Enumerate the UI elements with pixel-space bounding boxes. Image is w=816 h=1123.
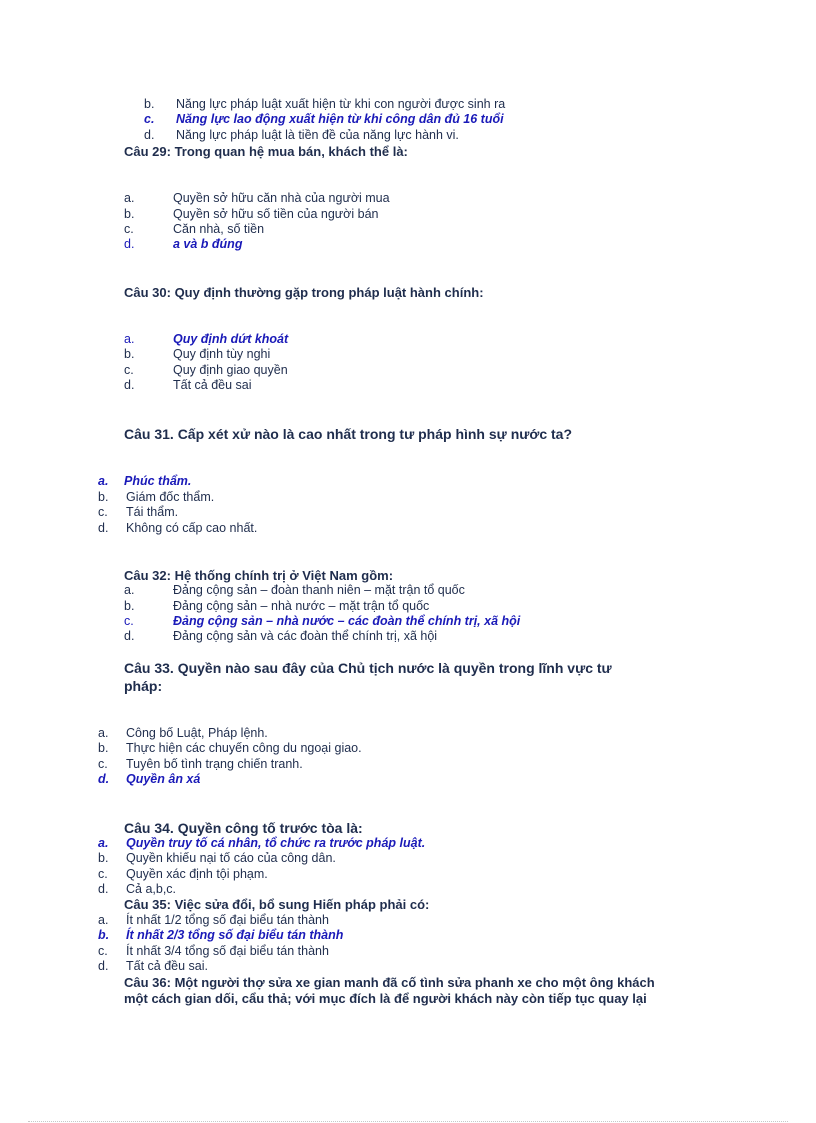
option-text: Quy định tùy nghi (173, 347, 271, 361)
option-label-answer: c. (124, 614, 134, 628)
option-text: Đảng cộng sản và các đoàn thể chính trị, xã hội (173, 629, 438, 643)
option-text: Năng lực pháp luật là tiền đề của năng lực hành vi. (176, 128, 459, 142)
option-label: a. (98, 726, 109, 740)
option-text: Quy định giao quyền (173, 363, 288, 377)
option-label: d. (98, 882, 109, 896)
option-text: Quyền sở hữu căn nhà của người mua (173, 191, 390, 205)
question-31-title: Câu 31. Cấp xét xử nào là cao nhất trong tư pháp hình sự nước ta? (124, 426, 573, 442)
option-label-answer: a. (124, 332, 135, 346)
option-text: Ít nhất 3/4 tổng số đại biểu tán thành (126, 944, 329, 958)
option-text-answer: Quyền truy tố cá nhân, tổ chức ra trước pháp luật. (126, 836, 426, 850)
option-text: Công bố Luật, Pháp lệnh. (126, 726, 268, 740)
option-label-answer: d. (98, 772, 110, 786)
question-33-title-line2: pháp: (124, 678, 163, 694)
option-label: c. (98, 867, 108, 881)
option-text: Năng lực pháp luật xuất hiện từ khi con người được sinh ra (176, 97, 506, 111)
question-30-title: Câu 30: Quy định thường gặp trong pháp luật hành chính: (124, 285, 484, 300)
option-text-answer: a và b đúng (173, 237, 243, 251)
option-label: b. (124, 347, 135, 361)
option-label: d. (144, 128, 155, 142)
option-label: b. (98, 851, 109, 865)
page-bottom-rule (28, 1121, 788, 1122)
option-text-answer: Phúc thẩm. (124, 474, 192, 488)
option-label-answer: c. (144, 112, 155, 126)
option-label: a. (98, 913, 109, 927)
option-text: Cả a,b,c. (126, 882, 177, 896)
option-text: Căn nhà, số tiền (173, 222, 265, 236)
option-label: b. (98, 741, 109, 755)
option-text: Quyền sở hữu số tiền của người bán (173, 207, 379, 221)
option-label-answer: d. (124, 237, 135, 251)
option-label: d. (124, 378, 135, 392)
option-text-answer: Năng lực lao động xuất hiện từ khi công dân đủ 16 tuổi (176, 112, 504, 126)
option-label-answer: a. (98, 836, 109, 850)
option-label: b. (144, 97, 155, 111)
option-label: a. (124, 583, 135, 597)
question-34-title: Câu 34. Quyền công tố trước tòa là: (124, 820, 363, 836)
option-text-answer: Đảng cộng sản – nhà nước – các đoàn thể chính trị, xã hội (173, 614, 521, 628)
option-label-answer: b. (98, 928, 110, 942)
option-label: c. (98, 944, 108, 958)
option-label: b. (98, 490, 109, 504)
option-text: Tái thẩm. (126, 505, 179, 519)
option-text-answer: Quy định dứt khoát (173, 332, 289, 346)
option-label: a. (124, 191, 135, 205)
option-label: d. (124, 629, 135, 643)
option-text: Đảng cộng sản – nhà nước – mặt trận tổ quốc (173, 599, 430, 613)
option-text: Quyền xác định tội phạm. (126, 867, 268, 881)
option-text: Tất cả đều sai (173, 378, 252, 392)
question-29-title: Câu 29: Trong quan hệ mua bán, khách thể là: (124, 144, 408, 159)
option-text: Giám đốc thẩm. (126, 490, 215, 504)
option-text: Không có cấp cao nhất. (126, 521, 258, 535)
option-text: Tuyên bố tình trạng chiến tranh. (126, 757, 303, 771)
question-35-title: Câu 35: Việc sửa đổi, bổ sung Hiến pháp phải có: (124, 897, 430, 912)
option-label: b. (124, 599, 135, 613)
option-label: c. (124, 363, 134, 377)
option-label-answer: a. (98, 474, 109, 488)
option-text: Tất cả đều sai. (126, 959, 208, 973)
option-text: Ít nhất 1/2 tổng số đại biểu tán thành (126, 913, 329, 927)
option-label: d. (98, 959, 109, 973)
question-36-title-line2: một cách gian dối, cẩu thả; với mục đích là để người khách này còn tiếp tục quay lại (124, 991, 647, 1006)
option-text: Thực hiện các chuyến công du ngoại giao. (126, 741, 362, 755)
option-text: Quyền khiếu nại tố cáo của công dân. (126, 851, 336, 865)
option-text: Đảng cộng sản – đoàn thanh niên – mặt trận tổ quốc (173, 583, 465, 597)
question-33-title-line1: Câu 33. Quyền nào sau đây của Chủ tịch nước là quyền trong lĩnh vực tư (124, 660, 612, 676)
question-32-title: Câu 32: Hệ thống chính trị ở Việt Nam gồm: (124, 568, 394, 583)
option-label: c. (98, 505, 108, 519)
question-36-title-line1: Câu 36: Một người thợ sửa xe gian manh đã cố tình sửa phanh xe cho một ông khách (124, 975, 655, 990)
option-label: c. (98, 757, 108, 771)
option-label: b. (124, 207, 135, 221)
option-label: c. (124, 222, 134, 236)
option-label: d. (98, 521, 109, 535)
option-text-answer: Quyền ân xá (126, 772, 201, 786)
option-text-answer: Ít nhất 2/3 tổng số đại biểu tán thành (126, 928, 344, 942)
